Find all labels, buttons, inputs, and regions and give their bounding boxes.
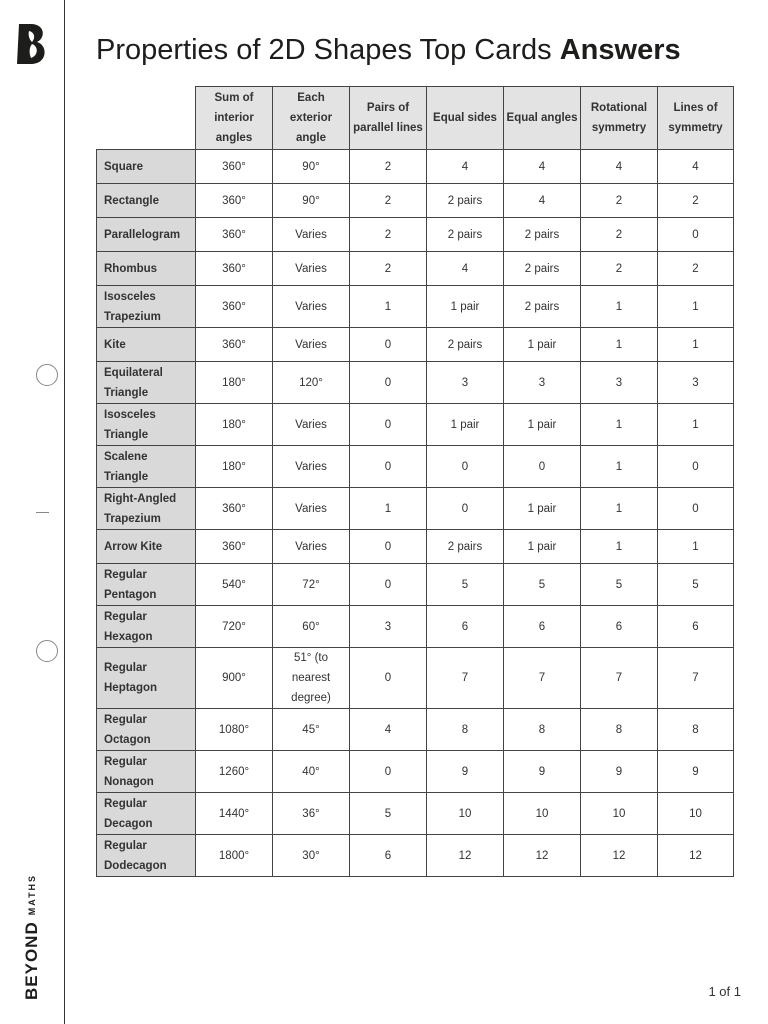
table-cell: 2: [581, 252, 658, 286]
table-cell: 5: [581, 564, 658, 606]
table-cell: 360°: [196, 286, 273, 328]
table-cell: 360°: [196, 150, 273, 184]
table-row: [97, 606, 734, 648]
table-cell: Varies: [273, 404, 350, 446]
table-cell: 3: [504, 362, 581, 404]
table-cell: 360°: [196, 218, 273, 252]
table-cell: 6: [581, 606, 658, 648]
row-shape-name: Regular Dodecagon: [97, 835, 196, 877]
row-shape-name: Rectangle: [97, 184, 196, 218]
table-cell: 10: [504, 793, 581, 835]
table-cell: 72°: [273, 564, 350, 606]
table-cell: 8: [658, 709, 734, 751]
row-shape-name: Scalene Triangle: [97, 446, 196, 488]
table-cell: 6: [504, 606, 581, 648]
row-shape-name: Kite: [97, 328, 196, 362]
table-cell: 5: [350, 793, 427, 835]
table-cell: 2 pairs: [427, 530, 504, 564]
table-cell: 2: [658, 184, 734, 218]
table-cell: 40°: [273, 751, 350, 793]
table-cell: 0: [350, 564, 427, 606]
table-row: [97, 530, 734, 564]
page-title: [96, 34, 681, 67]
table-cell: 36°: [273, 793, 350, 835]
table-cell: 1260°: [196, 751, 273, 793]
table-cell: 6: [350, 835, 427, 877]
table-cell: 1: [581, 530, 658, 564]
table-cell: 0: [427, 488, 504, 530]
table-cell: 900°: [196, 648, 273, 709]
table-cell: 30°: [273, 835, 350, 877]
table-cell: 0: [658, 218, 734, 252]
table-cell: Varies: [273, 286, 350, 328]
table-cell: 0: [350, 446, 427, 488]
table-cell: 180°: [196, 362, 273, 404]
row-shape-name: Arrow Kite: [97, 530, 196, 564]
beyond-logo-icon: [15, 22, 51, 66]
table-cell: 360°: [196, 530, 273, 564]
table-cell: 4: [658, 150, 734, 184]
header-cell: Equal sides: [427, 87, 504, 150]
table-cell: 2 pairs: [427, 218, 504, 252]
margin-line: [64, 0, 65, 1024]
table-cell: 3: [427, 362, 504, 404]
table-cell: 1 pair: [504, 530, 581, 564]
table-cell: Varies: [273, 446, 350, 488]
table-cell: 6: [427, 606, 504, 648]
title-main: Properties of 2D Shapes Top Cards: [96, 34, 552, 66]
table-cell: 720°: [196, 606, 273, 648]
brand-wordmark: [14, 860, 50, 1000]
table-cell: 540°: [196, 564, 273, 606]
table-cell: 8: [581, 709, 658, 751]
table-cell: 60°: [273, 606, 350, 648]
table-cell: 90°: [273, 184, 350, 218]
table-cell: 9: [427, 751, 504, 793]
table-cell: 2 pairs: [504, 252, 581, 286]
table-cell: 2 pairs: [504, 286, 581, 328]
table-cell: 4: [581, 150, 658, 184]
table-cell: 3: [350, 606, 427, 648]
table-body: [97, 150, 734, 877]
table-cell: 360°: [196, 328, 273, 362]
row-shape-name: Regular Nonagon: [97, 751, 196, 793]
table-cell: 1: [581, 446, 658, 488]
table-row: [97, 793, 734, 835]
table-cell: 45°: [273, 709, 350, 751]
table-cell: 1 pair: [504, 404, 581, 446]
table-cell: 2 pairs: [427, 328, 504, 362]
table-cell: 0: [350, 530, 427, 564]
table-cell: 3: [581, 362, 658, 404]
table-cell: 3: [658, 362, 734, 404]
table-cell: Varies: [273, 488, 350, 530]
table-cell: Varies: [273, 530, 350, 564]
brand-sub: MATHS: [27, 873, 37, 916]
row-shape-name: Regular Pentagon: [97, 564, 196, 606]
table-row: [97, 751, 734, 793]
table-cell: 0: [350, 648, 427, 709]
table-cell: 5: [427, 564, 504, 606]
table-row: [97, 286, 734, 328]
table-cell: 1: [581, 488, 658, 530]
row-shape-name: Isosceles Triangle: [97, 404, 196, 446]
header-corner: [97, 87, 196, 150]
header-cell: Sum of interior angles: [196, 87, 273, 150]
table-cell: 2: [658, 252, 734, 286]
title-emphasis: Answers: [559, 34, 681, 66]
row-shape-name: Square: [97, 150, 196, 184]
table-row: [97, 252, 734, 286]
table-cell: 1: [658, 286, 734, 328]
row-shape-name: Regular Octagon: [97, 709, 196, 751]
brand-name: BEYOND: [22, 921, 41, 1000]
table-row: [97, 835, 734, 877]
table-row: [97, 328, 734, 362]
table-row: [97, 446, 734, 488]
table-cell: 2: [581, 218, 658, 252]
row-shape-name: Parallelogram: [97, 218, 196, 252]
table-row: [97, 218, 734, 252]
table-cell: 1: [658, 328, 734, 362]
table-cell: 5: [504, 564, 581, 606]
table-cell: 8: [427, 709, 504, 751]
row-shape-name: Regular Decagon: [97, 793, 196, 835]
header-cell: Lines of symmetry: [658, 87, 734, 150]
table-row: [97, 488, 734, 530]
table-cell: 9: [504, 751, 581, 793]
row-shape-name: Regular Heptagon: [97, 648, 196, 709]
table-cell: Varies: [273, 252, 350, 286]
table-cell: 1 pair: [427, 286, 504, 328]
table-row: [97, 362, 734, 404]
row-shape-name: Equilateral Triangle: [97, 362, 196, 404]
table-cell: 1: [581, 328, 658, 362]
table-cell: 1: [581, 286, 658, 328]
table-cell: 1: [658, 404, 734, 446]
shape-properties-table: [96, 86, 734, 877]
punch-hole-icon: [36, 640, 58, 662]
table-row: [97, 150, 734, 184]
table-cell: 1: [581, 404, 658, 446]
table-cell: 2: [350, 184, 427, 218]
table-cell: 10: [658, 793, 734, 835]
table-cell: 180°: [196, 404, 273, 446]
table-row: [97, 404, 734, 446]
table-row: [97, 709, 734, 751]
table-row: [97, 648, 734, 709]
table-cell: 5: [658, 564, 734, 606]
table-row: [97, 184, 734, 218]
table-cell: 2: [350, 150, 427, 184]
table-cell: 1800°: [196, 835, 273, 877]
table-cell: 7: [427, 648, 504, 709]
table-cell: 12: [427, 835, 504, 877]
table-cell: Varies: [273, 328, 350, 362]
table-cell: 7: [504, 648, 581, 709]
table-cell: 10: [427, 793, 504, 835]
table-cell: 7: [658, 648, 734, 709]
table-cell: 1440°: [196, 793, 273, 835]
table-cell: 9: [581, 751, 658, 793]
page-number: 1 of 1: [708, 984, 741, 999]
table-cell: 2: [581, 184, 658, 218]
row-shape-name: Isosceles Trapezium: [97, 286, 196, 328]
table-cell: 360°: [196, 252, 273, 286]
table-cell: 4: [350, 709, 427, 751]
header-cell: Rotational symmetry: [581, 87, 658, 150]
table-cell: 0: [350, 328, 427, 362]
table-cell: 2 pairs: [504, 218, 581, 252]
table-row: [97, 564, 734, 606]
table-cell: 0: [350, 362, 427, 404]
table-header-row: [97, 87, 734, 150]
table-cell: 0: [350, 404, 427, 446]
table-cell: 1 pair: [504, 488, 581, 530]
table-cell: 4: [504, 184, 581, 218]
table-cell: 12: [504, 835, 581, 877]
table-cell: 51° (to nearest degree): [273, 648, 350, 709]
row-shape-name: Rhombus: [97, 252, 196, 286]
header-cell: Equal angles: [504, 87, 581, 150]
table-cell: 8: [504, 709, 581, 751]
table-cell: 2: [350, 218, 427, 252]
row-shape-name: Right-Angled Trapezium: [97, 488, 196, 530]
table-cell: 90°: [273, 150, 350, 184]
table-cell: 1080°: [196, 709, 273, 751]
table-cell: 1: [350, 488, 427, 530]
table-cell: Varies: [273, 218, 350, 252]
table-cell: 0: [350, 751, 427, 793]
table-cell: 360°: [196, 184, 273, 218]
row-shape-name: Regular Hexagon: [97, 606, 196, 648]
table-cell: 12: [581, 835, 658, 877]
table-cell: 9: [658, 751, 734, 793]
table-cell: 360°: [196, 488, 273, 530]
table-cell: 4: [427, 252, 504, 286]
table-cell: 1: [658, 530, 734, 564]
table-cell: 1 pair: [504, 328, 581, 362]
table-cell: 0: [658, 488, 734, 530]
table-cell: 120°: [273, 362, 350, 404]
table-cell: 2 pairs: [427, 184, 504, 218]
table-cell: 1: [350, 286, 427, 328]
table-cell: 2: [350, 252, 427, 286]
table-cell: 0: [504, 446, 581, 488]
table-cell: 1 pair: [427, 404, 504, 446]
table-cell: 0: [427, 446, 504, 488]
table-cell: 6: [658, 606, 734, 648]
table-cell: 0: [658, 446, 734, 488]
punch-hole-icon: [36, 364, 58, 386]
table-cell: 12: [658, 835, 734, 877]
table-cell: 180°: [196, 446, 273, 488]
table-cell: 4: [504, 150, 581, 184]
header-cell: Each exterior angle: [273, 87, 350, 150]
center-mark: [36, 512, 49, 513]
header-cell: Pairs of parallel lines: [350, 87, 427, 150]
table-cell: 7: [581, 648, 658, 709]
table-cell: 4: [427, 150, 504, 184]
table-cell: 10: [581, 793, 658, 835]
